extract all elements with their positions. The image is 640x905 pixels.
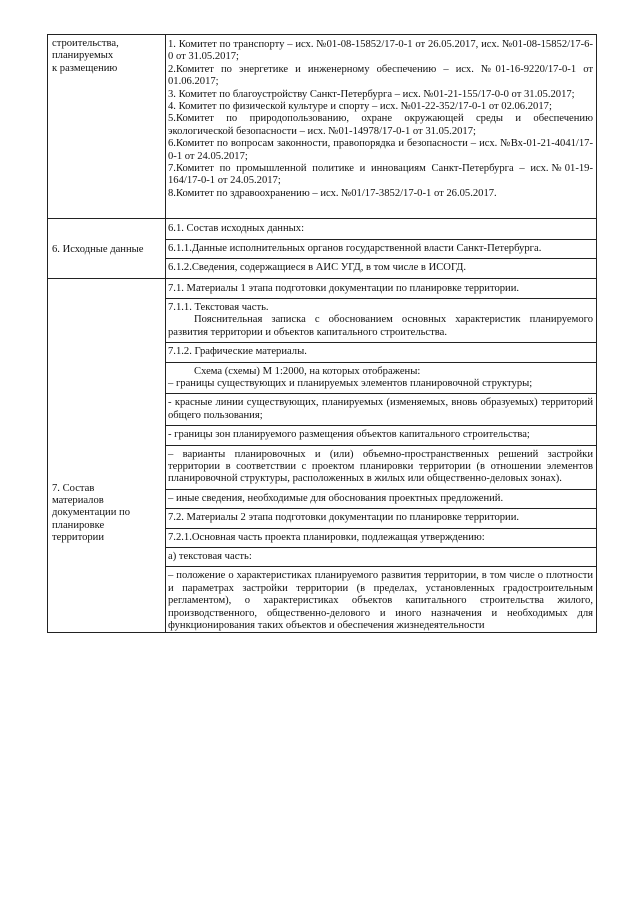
- list-item: – варианты планировочных и (или) объемно-пространственных решений застройки территории в соответствии с проектом планировки территории (в отношении элементов планировочной структуры, расположенных в жилых или общественно-деловых зонах).: [166, 445, 596, 486]
- list-item: 8.Комитет по здравоохранению – исх. №01/17-3852/17-0-1 от 26.05.2017.: [168, 187, 497, 199]
- section-title: 6.1. Состав исходных данных:: [168, 223, 305, 235]
- list-item: 7.Комитет по промышленной политике и инновациям Санкт-Петербурга – исх.№01-19-164/17-0-1 от 24.05.2017;: [168, 163, 593, 187]
- row-label-line: планировке: [52, 519, 105, 531]
- paragraph: 7.1. Материалы 1 этапа подготовки документации по планировке территории.: [168, 282, 520, 294]
- paragraph: Пояснительная записка с обоснованием основных характеристик планируемого развития территории и объектов капитального строительства.: [168, 314, 593, 338]
- row-label-line: 7. Состав: [52, 482, 95, 494]
- row-label-line: материалов: [52, 494, 104, 506]
- table-row: [48, 219, 597, 278]
- list-item: - красные линии существующих, планируемых (изменяемых, вновь образуемых) территорий общего пользования;: [166, 393, 596, 422]
- list-item: – границы существующих и планируемых элементов планировочной структуры;: [168, 377, 533, 389]
- table-row: [48, 35, 597, 219]
- table-row: [48, 278, 597, 633]
- paragraph: Схема (схемы) М 1:2000, на которых отображены:: [166, 362, 596, 378]
- requirements-table: [47, 34, 597, 633]
- row-label-line: планируемых: [52, 50, 114, 62]
- row-label-cell: [48, 219, 166, 278]
- paragraph: 6.1.1.Данные исполнительных органов государственной власти Санкт-Петербурга.: [166, 239, 596, 255]
- list-item: 6.Комитет по вопросам законности, правопорядка и безопасности – исх. №Вх-01-21-4041/17-0-1 от 24.05.2017;: [168, 138, 593, 162]
- list-item: 1. Комитет по транспорту – исх. №01-08-15852/17-0-1 от 26.05.2017, исх. №01-08-15852/17-6-0 от 31.05.2017;: [168, 39, 593, 63]
- row-content-cell: [166, 35, 597, 219]
- subsection-title: 7.2.1.Основная часть проекта планировки, подлежащая утверждению:: [166, 528, 596, 544]
- subsection-title: 7.1.1. Текстовая часть.: [166, 298, 596, 314]
- list-item: 2.Комитет по энергетике и инженерному обеспечению – исх. №01-16-9220/17-0-1 от 01.06.2017;: [168, 63, 593, 88]
- list-item: - границы зон планируемого размещения объектов капитального строительства;: [166, 425, 596, 441]
- row-label-line: к размещению: [52, 62, 118, 74]
- list-item: 3. Комитет по благоустройству Санкт-Петербурга – исх. №01-21-155/17-0-0 от 31.05.2017;: [168, 88, 575, 100]
- row-label-line: документации по: [52, 507, 130, 519]
- row-label-line: строительства,: [52, 38, 119, 49]
- paragraph: 7.2. Материалы 2 этапа подготовки документации по планировке территории.: [166, 508, 596, 524]
- paragraph: – положение о характеристиках планируемого развития территории, в том числе о плотности и параметрах застройки территории (в пределах, установленных градостроительным регламентом), о характеристиках объектов капитального строительства жилого, производственного, общественно-делового и иного назначения и необходимых для функционирования таких объектов и обеспечения жизнедеятельности: [166, 566, 596, 632]
- document-page: [47, 34, 595, 633]
- row-label-line: территории: [52, 532, 105, 544]
- row-content-cell: [166, 278, 597, 633]
- row-label-cell: [48, 35, 166, 219]
- paragraph: а) текстовая часть:: [166, 547, 596, 563]
- row-content-cell: [166, 219, 597, 278]
- list-item: 4. Комитет по физической культуре и спорту – исх. №01-22-352/17-0-1 от 02.06.2017;: [168, 101, 552, 113]
- subsection-title: 7.1.2. Графические материалы.: [166, 342, 596, 358]
- list-item: 5.Комитет по природопользованию, охране окружающей среды и обеспечению экологической безопасности – исх. №01-14978/17-0-1 от 31.05.2017;: [168, 113, 593, 137]
- paragraph: 6.1.2.Сведения, содержащиеся в АИС УГД, в том числе в ИСОГД.: [166, 258, 596, 277]
- row-label: 6. Исходные данные: [52, 243, 144, 255]
- list-item: – иные сведения, необходимые для обоснования проектных предложений.: [166, 489, 596, 505]
- row-label-cell: [48, 278, 166, 633]
